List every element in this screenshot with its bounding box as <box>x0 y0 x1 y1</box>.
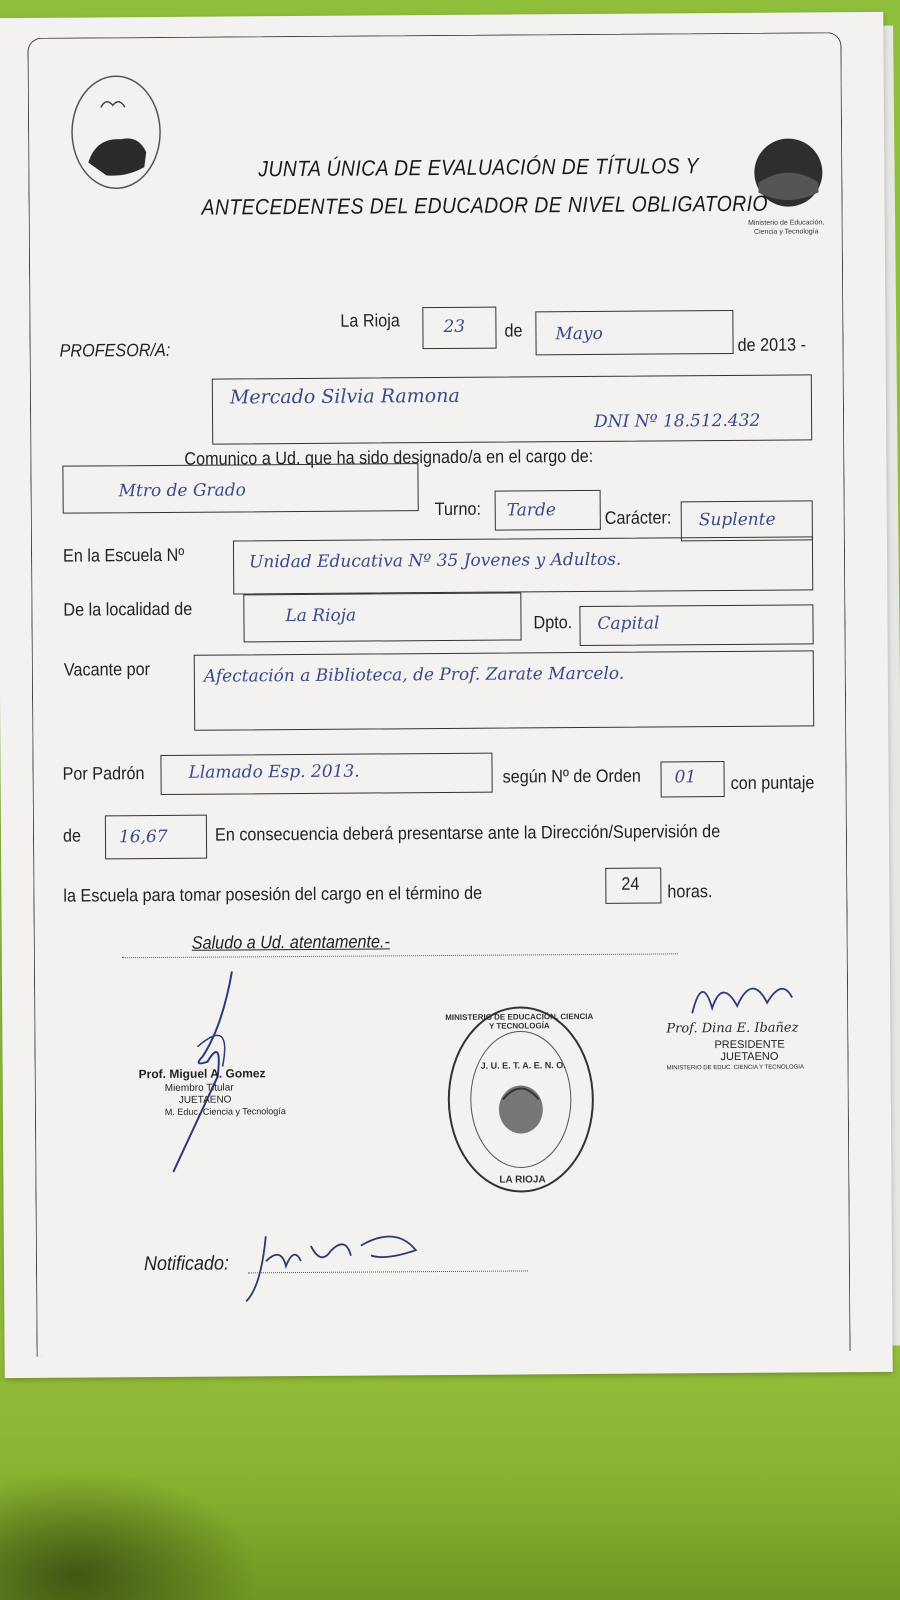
notificado-label: Notificado: <box>143 1252 230 1276</box>
right-sig-role: PRESIDENTE <box>714 1038 785 1052</box>
vacante-value: Afectación a Biblioteca, de Prof. Zarate Marcelo. <box>203 663 625 687</box>
left-sig-ministry: M. Educ. Ciencia y Tecnología <box>164 1106 286 1117</box>
shadow <box>0 1470 260 1600</box>
month-value: Mayo <box>555 323 603 345</box>
notificado-signature-icon <box>236 1215 437 1306</box>
designation-intro: Comunico a Ud. que ha sido designado/a en el cargo de: <box>184 445 594 469</box>
orden-label: según Nº de Orden <box>502 765 641 787</box>
caracter-label: Carácter: <box>604 507 672 528</box>
day-value: 23 <box>443 316 466 337</box>
profesor-name: Mercado Silvia Ramona <box>229 384 460 409</box>
dpto-label: Dpto. <box>533 612 573 633</box>
padron-label: Por Padrón <box>62 763 145 784</box>
year-label: de 2013 - <box>737 334 807 355</box>
turno-label: Turno: <box>434 498 481 520</box>
orden-value: 01 <box>674 767 697 788</box>
seal-bottom-text: LA RIOJA <box>499 1174 546 1186</box>
right-sig-name: Prof. Dina E. Ibañez <box>666 1020 799 1037</box>
localidad-value: La Rioja <box>285 605 357 627</box>
dpto-value: Capital <box>597 613 660 634</box>
localidad-label: De la localidad de <box>63 598 193 620</box>
left-sig-org: JUETAENO <box>178 1094 232 1106</box>
left-sig-name: Prof. Miguel A. Gomez <box>138 1066 266 1082</box>
escuela-label: En la Escuela Nº <box>62 544 185 566</box>
title-line-1: JUNTA ÚNICA DE EVALUACIÓN DE TÍTULOS Y <box>258 153 699 182</box>
right-sig-ministry: MINISTERIO DE EDUC. CIENCIA Y TECNOLOGIA <box>666 1064 805 1072</box>
title-line-2: ANTECEDENTES DEL EDUCADOR DE NIVEL OBLIGATORIO <box>201 190 769 220</box>
right-sig-org: JUETAENO <box>720 1050 779 1064</box>
caracter-value: Suplente <box>698 509 776 531</box>
profesor-label: PROFESOR/A: <box>59 339 171 361</box>
plazo-text: la Escuela para tomar posesión del cargo en el término de <box>63 882 483 906</box>
horas-label: horas. <box>667 881 713 902</box>
turno-value: Tarde <box>506 500 557 521</box>
padron-value: Llamado Esp. 2013. <box>188 761 360 783</box>
left-sig-role: Miembro Titular <box>164 1082 234 1094</box>
city-label: La Rioja <box>340 310 400 331</box>
puntaje-label: con puntaje <box>730 772 815 794</box>
seal-outer-text: MINISTERIO DE EDUCACIÓN, CIENCIA Y TECNOLOGÍA <box>445 1011 594 1031</box>
ministry-caption: Ministerio de Educación, Ciencia y Tecnología <box>748 219 825 236</box>
de-label: de <box>504 320 523 341</box>
document-sheet <box>0 12 893 1378</box>
saludo-text: Saludo a Ud. atentamente.- <box>191 931 390 953</box>
vacante-box <box>194 650 815 730</box>
puntaje-value: 16,67 <box>118 826 168 848</box>
profesor-box <box>212 374 812 444</box>
profesor-dni: DNI Nº 18.512.432 <box>594 410 761 432</box>
junta-logo-icon <box>66 67 167 198</box>
consecuencia-text: En consecuencia deberá presentarse ante la Dirección/Supervisión de <box>214 821 721 845</box>
vacante-label: Vacante por <box>63 659 151 680</box>
seal-inner-text: J. U. E. T. A. E. N. O. <box>480 1060 566 1071</box>
cargo-value: Mtro de Grado <box>118 480 246 502</box>
horas-value: 24 <box>621 873 640 894</box>
right-signature-icon <box>682 968 802 1029</box>
de-puntaje-label: de <box>62 825 82 846</box>
escuela-value: Unidad Educativa Nº 35 Jovenes y Adultos. <box>248 549 622 573</box>
